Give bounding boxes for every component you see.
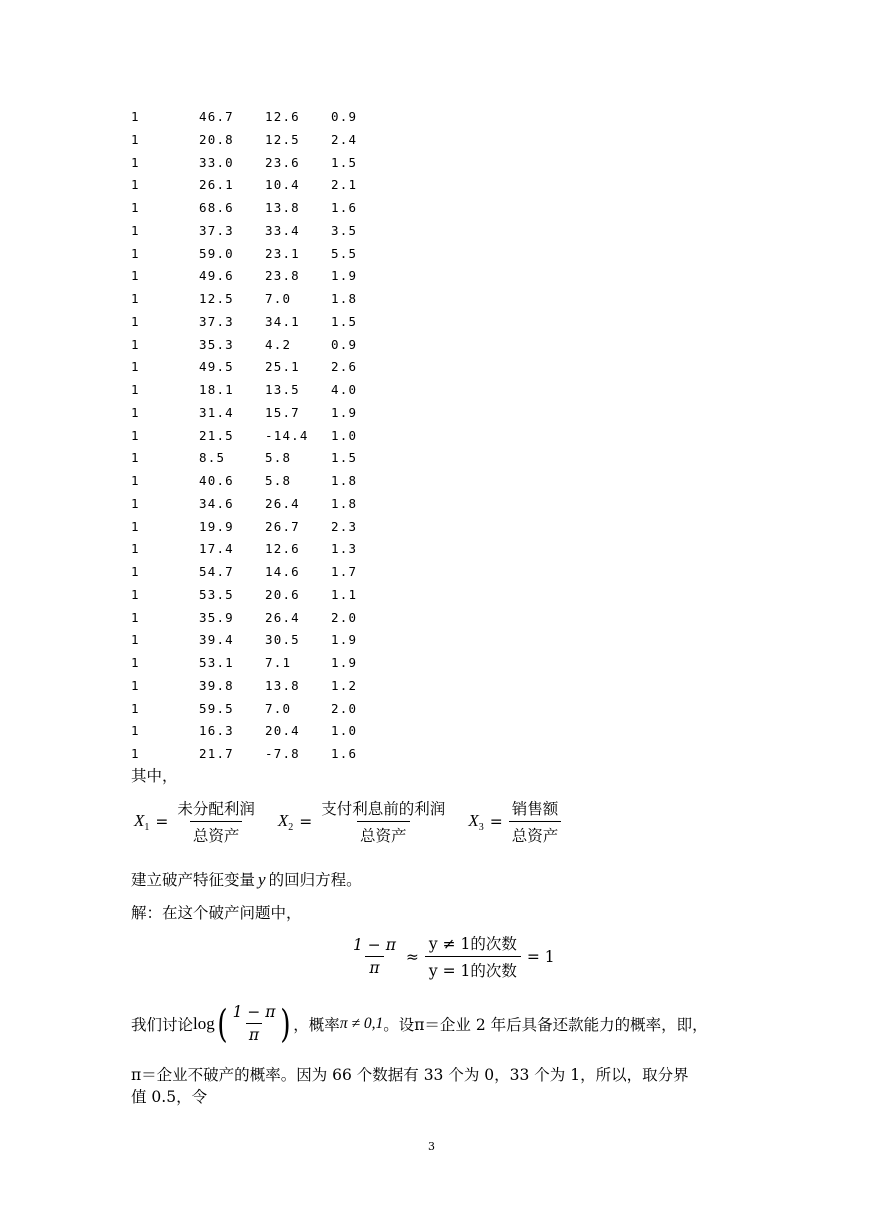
- table-row: [131, 538, 381, 561]
- ratio-lhs-fraction: [349, 936, 400, 977]
- table-cell: 33.4: [265, 222, 300, 238]
- table-cell: 1.5: [331, 450, 358, 466]
- table-cell: 26.7: [265, 518, 300, 534]
- table-cell: 2.3: [331, 518, 358, 534]
- table-cell: 1: [131, 541, 140, 557]
- table-row: [131, 129, 381, 152]
- table-cell: 1: [131, 313, 140, 329]
- table-cell: 2.0: [331, 609, 358, 625]
- table-cell: 18.1: [199, 382, 234, 397]
- table-cell: 16.3: [199, 723, 234, 739]
- log-discussion-line: [131, 1003, 708, 1044]
- table-cell: 15.7: [265, 404, 300, 420]
- table-cell: 13.5: [265, 382, 300, 397]
- table-cell: 5.5: [331, 245, 358, 261]
- table-cell: 1: [131, 518, 140, 534]
- table-cell: 19.9: [199, 518, 234, 534]
- table-row: [131, 197, 381, 220]
- table-cell: 8.5: [199, 450, 226, 466]
- variable-definition: [278, 797, 448, 846]
- paragraph-line-1: π＝企业不破产的概率。因为 66 个数据有 33 个为 0，33 个为 1，所以，取分界: [131, 1066, 689, 1084]
- table-cell: 1: [131, 200, 140, 215]
- ratio-lhs-numerator: 1 − π: [353, 936, 396, 954]
- ratio-lhs-denominator: π: [365, 956, 383, 977]
- variable-symbol: [278, 811, 293, 833]
- table-cell: 1.9: [331, 632, 358, 648]
- table-cell: 1.0: [331, 427, 358, 443]
- variable-denominator: 总资产: [509, 821, 562, 846]
- table-cell: 0.9: [331, 336, 358, 352]
- regression-task-text: [131, 868, 362, 890]
- table-row: [131, 106, 381, 129]
- table-cell: 1: [131, 404, 140, 420]
- table-cell: 7.1: [265, 655, 292, 670]
- left-paren: (: [216, 1001, 228, 1046]
- table-cell: 1: [131, 222, 140, 238]
- table-row: [131, 447, 381, 470]
- where-label: 其中，: [131, 767, 178, 785]
- table-cell: 1.9: [331, 655, 358, 670]
- table-cell: 1: [131, 609, 140, 625]
- table-cell: 1.6: [331, 200, 358, 215]
- table-cell: -14.4: [265, 427, 309, 443]
- table-cell: 23.1: [265, 245, 300, 261]
- table-cell: 33.0: [199, 154, 234, 170]
- ratio-rhs-numerator: y ≠ 1的次数: [428, 935, 517, 953]
- table-cell: 4.2: [265, 336, 292, 352]
- table-cell: 37.3: [199, 222, 234, 238]
- table-cell: 2.6: [331, 359, 358, 375]
- table-cell: 59.0: [199, 245, 234, 261]
- table-cell: 40.6: [199, 473, 234, 488]
- table-cell: 2.4: [331, 131, 358, 147]
- table-cell: 68.6: [199, 200, 234, 215]
- table-cell: 53.5: [199, 586, 234, 602]
- log-fraction: [230, 1003, 279, 1044]
- regression-variable: y: [258, 870, 266, 889]
- variable-definitions: [134, 797, 581, 846]
- table-cell: 1: [131, 154, 140, 170]
- page-number: 3: [428, 1140, 435, 1153]
- table-cell: 13.8: [265, 200, 300, 215]
- table-cell: 26.4: [265, 495, 300, 511]
- table-cell: 23.6: [265, 154, 300, 170]
- table-cell: 1.8: [331, 473, 358, 488]
- table-cell: 1.5: [331, 154, 358, 170]
- log-word: log: [193, 1013, 215, 1033]
- table-cell: 39.4: [199, 632, 234, 648]
- variable-definition: [134, 797, 258, 846]
- variable-fraction: [318, 797, 448, 846]
- table-cell: 54.7: [199, 564, 234, 579]
- table-row: [131, 402, 381, 425]
- table-cell: 1: [131, 655, 140, 670]
- log-text-tail: 。设π＝企业 2 年后具备还款能力的概率，即，: [383, 1015, 708, 1034]
- table-row: [131, 516, 381, 539]
- table-cell: 1.3: [331, 541, 358, 557]
- variable-subscript: 3: [478, 821, 484, 833]
- table-cell: 1: [131, 131, 140, 147]
- regression-task-end: 的回归方程。: [268, 871, 362, 889]
- table-cell: 1.0: [331, 723, 358, 739]
- variable-symbol: [134, 811, 149, 833]
- variable-numerator: 支付利息前的利润: [321, 800, 446, 818]
- table-cell: 12.5: [199, 291, 234, 306]
- table-cell: 7.0: [265, 291, 292, 306]
- table-row: [131, 561, 381, 584]
- table-cell: 12.6: [265, 541, 300, 557]
- table-row: [131, 584, 381, 607]
- log-text-after: ，概率: [293, 1015, 340, 1034]
- log-fraction-numerator: 1 − π: [232, 1003, 276, 1021]
- table-row: [131, 470, 381, 493]
- table-cell: 2.0: [331, 700, 358, 716]
- table-cell: 1.6: [331, 746, 358, 761]
- equals-sign: =: [155, 812, 169, 831]
- ratio-formula: [349, 932, 561, 981]
- table-cell: 20.8: [199, 131, 234, 147]
- table-cell: 12.5: [265, 131, 300, 147]
- table-cell: 5.8: [265, 473, 292, 488]
- table-cell: 1.8: [331, 495, 358, 511]
- table-row: [131, 652, 381, 675]
- variable-letter: X: [134, 810, 145, 830]
- table-cell: 25.1: [265, 359, 300, 375]
- table-cell: 20.6: [265, 586, 300, 602]
- table-cell: 1: [131, 677, 140, 693]
- table-cell: 26.1: [199, 177, 234, 193]
- table-row: [131, 334, 381, 357]
- paragraph-line-2: 值 0.5，令: [131, 1088, 208, 1106]
- table-cell: 59.5: [199, 700, 234, 716]
- equals-sign: =: [489, 812, 503, 831]
- regression-task-start: 建立破产特征变量: [131, 871, 256, 889]
- table-cell: -7.8: [265, 746, 300, 761]
- table-row: [131, 425, 381, 448]
- equals-sign: =: [299, 812, 313, 831]
- ratio-rhs-denominator: y = 1的次数: [425, 956, 521, 981]
- table-cell: 0.9: [331, 109, 358, 124]
- table-cell: 4.0: [331, 382, 358, 397]
- table-cell: 1: [131, 473, 140, 488]
- table-cell: 30.5: [265, 632, 300, 648]
- table-row: [131, 379, 381, 402]
- table-row: [131, 288, 381, 311]
- variable-numerator: 销售额: [511, 800, 559, 818]
- data-table: [131, 106, 381, 766]
- table-cell: 39.8: [199, 677, 234, 693]
- table-cell: 21.7: [199, 746, 234, 761]
- table-cell: 1: [131, 268, 140, 284]
- table-cell: 1: [131, 109, 140, 124]
- table-row: [131, 743, 381, 766]
- table-cell: 3.5: [331, 222, 358, 238]
- log-fraction-denominator: π: [246, 1023, 262, 1044]
- table-cell: 1.2: [331, 677, 358, 693]
- table-cell: 1: [131, 723, 140, 739]
- variable-symbol: [468, 811, 483, 833]
- table-cell: 7.0: [265, 700, 292, 716]
- table-row: [131, 265, 381, 288]
- solution-intro: 解：在这个破产问题中，: [131, 904, 302, 922]
- variable-definition: [468, 797, 561, 846]
- table-cell: 5.8: [265, 450, 292, 466]
- table-cell: 31.4: [199, 404, 234, 420]
- variable-fraction: [174, 797, 258, 846]
- variable-fraction: [509, 797, 562, 846]
- table-cell: 12.6: [265, 109, 300, 124]
- table-row: [131, 629, 381, 652]
- table-cell: 20.4: [265, 723, 300, 739]
- table-cell: 37.3: [199, 313, 234, 329]
- table-cell: 35.9: [199, 609, 234, 625]
- table-cell: 1: [131, 495, 140, 511]
- approx-sign: ≈: [405, 947, 419, 966]
- table-cell: 1: [131, 632, 140, 648]
- variable-letter: X: [468, 810, 479, 830]
- table-cell: 1.1: [331, 586, 358, 602]
- table-cell: 1: [131, 177, 140, 193]
- table-cell: 1: [131, 382, 140, 397]
- table-cell: 1: [131, 245, 140, 261]
- table-cell: 1: [131, 291, 140, 306]
- table-cell: 1: [131, 564, 140, 579]
- log-text-neq: π ≠ 0,1: [339, 1014, 384, 1032]
- variable-numerator: 未分配利润: [177, 800, 255, 818]
- table-row: [131, 356, 381, 379]
- variable-subscript: 2: [288, 821, 294, 833]
- ratio-result: = 1: [526, 947, 555, 966]
- table-cell: 1: [131, 336, 140, 352]
- table-cell: 1.5: [331, 313, 358, 329]
- table-cell: 35.3: [199, 336, 234, 352]
- table-cell: 17.4: [199, 541, 234, 557]
- table-cell: 53.1: [199, 655, 234, 670]
- table-cell: 1: [131, 586, 140, 602]
- table-row: [131, 607, 381, 630]
- table-row: [131, 152, 381, 175]
- variable-subscript: 1: [144, 821, 150, 833]
- table-row: [131, 243, 381, 266]
- table-cell: 49.5: [199, 359, 234, 375]
- right-paren: ): [280, 1001, 292, 1046]
- table-cell: 46.7: [199, 109, 234, 124]
- table-row: [131, 675, 381, 698]
- ratio-rhs-fraction: [425, 932, 521, 981]
- variable-denominator: 总资产: [190, 821, 243, 846]
- table-cell: 1: [131, 359, 140, 375]
- table-cell: 1: [131, 427, 140, 443]
- table-cell: 1.9: [331, 268, 358, 284]
- table-cell: 1: [131, 746, 140, 761]
- table-row: [131, 720, 381, 743]
- table-cell: 13.8: [265, 677, 300, 693]
- table-cell: 14.6: [265, 564, 300, 579]
- table-cell: 1: [131, 700, 140, 716]
- table-row: [131, 174, 381, 197]
- table-cell: 26.4: [265, 609, 300, 625]
- table-row: [131, 698, 381, 721]
- table-cell: 1.8: [331, 291, 358, 306]
- variable-letter: X: [277, 810, 289, 830]
- table-cell: 21.5: [199, 427, 234, 443]
- variable-denominator: 总资产: [357, 821, 410, 846]
- table-row: [131, 220, 381, 243]
- log-text-before: 我们讨论: [131, 1015, 194, 1034]
- table-cell: 1: [131, 450, 140, 466]
- table-cell: 2.1: [331, 177, 358, 193]
- table-row: [131, 311, 381, 334]
- table-row: [131, 493, 381, 516]
- table-cell: 10.4: [265, 177, 300, 193]
- table-cell: 23.8: [265, 268, 300, 284]
- table-cell: 1.9: [331, 404, 358, 420]
- table-cell: 49.6: [199, 268, 234, 284]
- table-cell: 34.6: [199, 495, 234, 511]
- table-cell: 34.1: [265, 313, 300, 329]
- table-cell: 1.7: [331, 564, 358, 579]
